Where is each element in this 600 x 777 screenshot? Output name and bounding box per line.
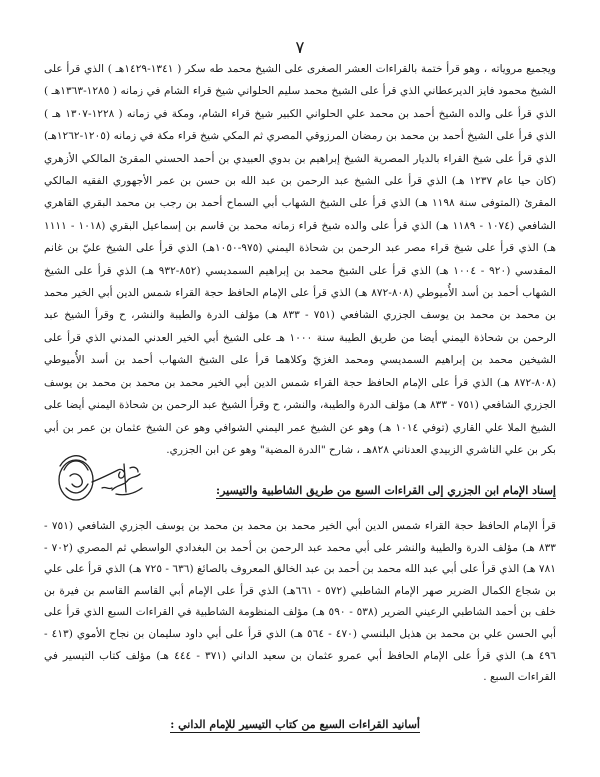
page-number: ٧	[295, 38, 305, 58]
isnad-paragraph-1: ويجميع مروياته ، وهو قرأ ختمة بالقراءات العشر الصغرى على الشيخ محمد طه سكر ( ١٣٤١-١٤٢٩هـ ) الذي قرأ على الشيخ محمود فايز الديرعطاني الذي قرأ على الشيخ محمد سليم الحلواني شيخ قراء الشام في زمانه ( ١٢٨٥-١٣٦٣هـ ) الذي قرأ على والده الشيخ أحمد بن محمد علي الحلواني الكبير شيخ قراء الشام، ومكة في زمانه ( ١٢٢٨-١٣٠٧ هـ ) الذي قرأ على الشيخ أحمد بن محمد بن رمضان المرزوقي المصري ثم المكي شيخ قراء مكة في زمانه (١٢٠٥-١٢٦٢هـ) الذي قرأ على شيخ القراء بالديار المصرية الشيخ إبراهيم بن بدوي العبيدي بن أحمد الحسني المقرئ المالكي الأزهري (كان حيا عام ١٢٣٧ هـ) الذي قرأ على الشيخ عبد الرحمن بن عبد الله بن حسن بن عمر الأجهوري الفقيه المالكي المقرئ (المتوفى سنة ١١٩٨ هـ) الذي قرأ على الشيخ الشهاب أبي السماح أحمد بن رجب بن محمد البقري القاهري الشافعي (١٠٧٤ - ١١٨٩ هـ) الذي قرأ على والده شيخ قراء زمانه محمد بن قاسم بن إسماعيل البقري (١٠١٨ - ١١١١ هـ) الذي قرأ على شيخ قراء مصر عبد الرحمن بن شحاذة اليمني (٩٧٥-١٠٥٠هـ) الذي قرأ على الشيخ عليّ بن غانم المقدسي (٩٢٠ - ١٠٠٤ هـ) الذي قرأ على الشيخ محمد بن إبراهيم السمديسي (٨٥٢-٩٣٢ هـ) الذي قرأ على الشيخ الشهاب أحمد بن أسد الأُميوطي (٨٠٨-٨٧٢ هـ) الذي قرأ على الإمام الحافظ حجة القراء شمس الدين أبي الخير محمد بن محمد بن محمد بن يوسف الجزري الشافعي (٧٥١ - ٨٣٣ هـ) مؤلف الدرة والطيبة والنشر، ح وقرأ الشيخ عبد الرحمن بن شحاذة اليمني أيضا من طريق الطيبة سنة ١٠٠٠ هـ على الشيخ أبي الخير العدني المدني الذي قرأ على الشيخين محمد بن إبراهيم السمديسي ومحمد الغزيّ وكلاهما قرأ على الشيخ الشهاب أحمد بن أسد الأُميوطي (٨٠٨-٨٧٢ هـ) الذي قرأ على الإمام الحافظ حجة القراء شمس الدين أبي الخير محمد بن محمد بن محمد بن يوسف الجزري الشافعي (٧٥١ - ٨٣٣ هـ) مؤلف الدرة والطيبة، والنشر، ح وقرأ الشيخ عبد الرحمن بن شحاذة اليمني أيضا على الشيخ الملا علي القاري (توفي ١٠١٤ هـ) وهو عن الشيخ عمر اليمني الشوافي وهو عن الشيخ عثمان بن عمر بن أبي بكر بن علي الناشري الزبيدي العدناني ٨٢٨هـ ، شارح "الدرة المضية" وهو عن ابن الجزري.	[44, 63, 557, 456]
heading-text: أسانيد القراءات السبع من كتاب التيسير للإمام الداني :	[170, 718, 420, 731]
section-heading-taysir-asanid	[170, 718, 420, 731]
isnad-paragraph-2: قرأ الإمام الحافظ حجة القراء شمس الدين أبي الخير محمد بن محمد بن محمد بن يوسف الجزري الشافعي (٧٥١ - ٨٣٣ هـ) مؤلف الدرة والطيبة والنشر على أبي محمد عبد الرحمن بن أحمد بن البغدادي الواسطي ثم المصري (٧٠٢ - ٧٨١ هـ) الذي قرأ على أبي عبد الله محمد بن أحمد بن عبد الخالق المعروف بالصائغ (٦٣٦ - ٧٢٥ هـ) الذي قرأ على علي بن شجاع الكمال الضرير صهر الإمام الشاطبي (٥٧٢ - ٦٦١هـ) الذي قرأ على الإمام أبي القاسم القاسم بن فيرة بن خلف بن أحمد الشاطبي الرعيني الضرير (٥٣٨ - ٥٩٠ هـ) مؤلف المنظومة الشاطبية في القراءات السبع الذي قرأ على أبي الحسن علي بن محمد بن هذيل البلنسي (٤٧٠ - ٥٦٤ هـ) الذي قرأ على أبي داود سليمان بن نجاح الأموي (٤١٣ - ٤٩٦ هـ) الذي قرأ على الإمام الحافظ أبي عمرو عثمان بن سعيد الداني (٣٧١ - ٤٤٤ هـ) مؤلف كتاب التيسير في القراءات السبع .	[44, 520, 556, 684]
signature-seal-icon	[52, 448, 148, 512]
heading-text: إسناد الإمام ابن الجزري إلى القراءات السبع من طريق الشاطبية والتيسير:	[216, 484, 556, 497]
section-heading-shatibiyya-taysir	[216, 484, 556, 497]
